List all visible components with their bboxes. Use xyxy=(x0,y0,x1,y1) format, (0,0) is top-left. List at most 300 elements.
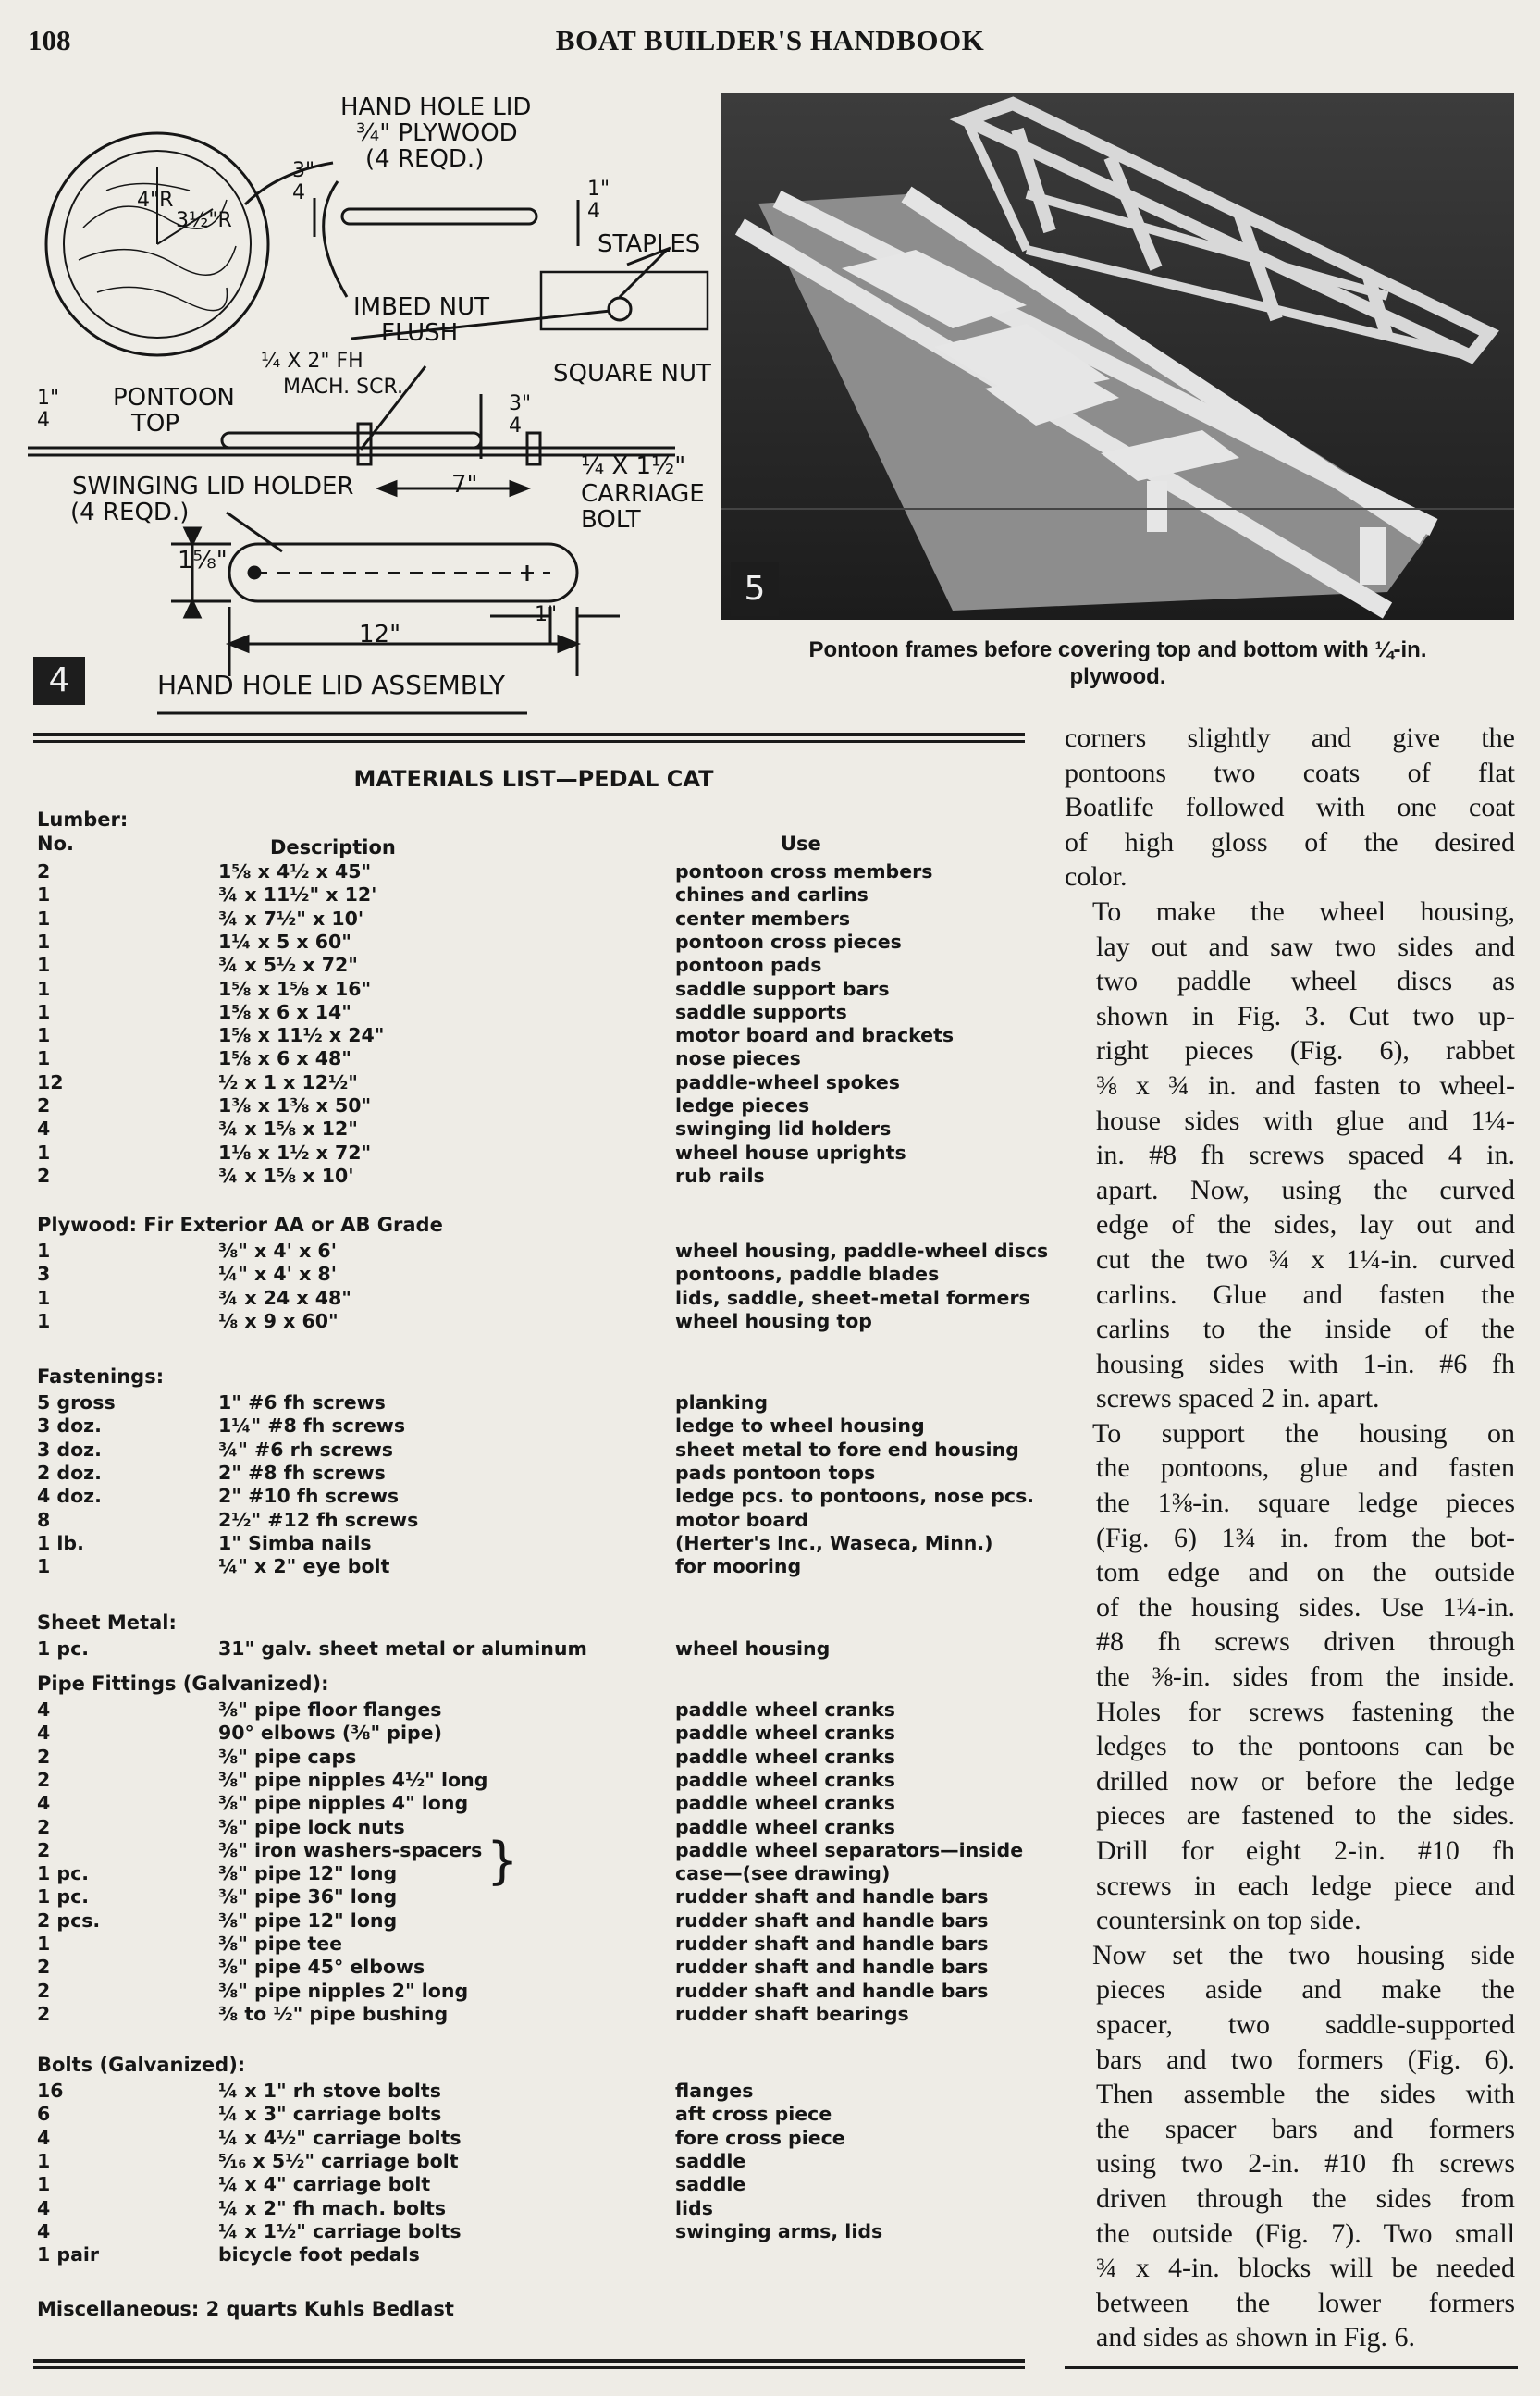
materials-row xyxy=(33,2220,1034,2243)
materials-row xyxy=(33,1532,1034,1555)
label-bolt: BOLT xyxy=(581,506,641,534)
quantity-cell: 2 xyxy=(37,860,51,883)
description-cell: ⅜" pipe floor flanges xyxy=(218,1698,442,1721)
description-cell: ⅜" pipe nipples 2" long xyxy=(218,1979,469,2002)
section-lumber: Lumber: xyxy=(37,809,129,831)
materials-row xyxy=(33,1746,1034,1769)
text-line: Then assemble the sides with xyxy=(1096,2079,1515,2110)
text-line: tom edge and on the outside xyxy=(1096,1557,1515,1588)
text-line: To support the housing on xyxy=(1092,1417,1515,1449)
brace-symbol: } xyxy=(487,1832,519,1890)
use-cell: pads pontoon tops xyxy=(675,1461,876,1484)
paragraph-2 xyxy=(1065,895,1515,1416)
quantity-cell: 3 xyxy=(37,1263,51,1286)
label-holder-required: (4 REQD.) xyxy=(70,499,190,526)
materials-row xyxy=(33,931,1034,954)
column-description: Description xyxy=(270,836,396,858)
use-cell: paddle-wheel spokes xyxy=(675,1070,900,1093)
quantity-cell: 1 pc. xyxy=(37,1637,90,1660)
use-cell: aft cross piece xyxy=(675,2103,832,2126)
use-cell: pontoon cross members xyxy=(675,860,933,883)
text-line: corners slightly and give the xyxy=(1065,723,1515,753)
quantity-cell: 1 xyxy=(37,2149,51,2172)
materials-row xyxy=(33,1047,1034,1070)
quantity-cell: 1 xyxy=(37,1141,51,1164)
text-line: edge of the sides, lay out and xyxy=(1096,1209,1515,1241)
materials-row xyxy=(33,2080,1034,2103)
quantity-cell: 12 xyxy=(37,1070,64,1093)
materials-row xyxy=(33,2127,1034,2150)
use-cell: rudder shaft bearings xyxy=(675,2002,909,2025)
text-line: using two 2-in. #10 fh screws xyxy=(1096,2148,1515,2180)
quantity-cell: 3 doz. xyxy=(37,1414,102,1438)
figure-4-hand-hole-lid-drawing xyxy=(28,89,717,727)
description-cell: ¼ x 3" carriage bolts xyxy=(218,2103,442,2126)
quantity-cell: 4 xyxy=(37,2219,51,2242)
materials-row xyxy=(33,1462,1034,1485)
use-cell: rudder shaft and handle bars xyxy=(675,1933,989,1955)
caption-line-1: Pontoon frames before covering top and bottom with ¼-in. xyxy=(808,637,1427,662)
text-line: right pieces (Fig. 6), rabbet xyxy=(1096,1035,1515,1067)
label-fh-screw: ¼ X 2" FH xyxy=(261,350,363,373)
rule-bottom-right xyxy=(1065,2366,1518,2369)
use-cell: saddle support bars xyxy=(675,977,890,1000)
text-line: the ⅜-in. sides from the inside. xyxy=(1096,1661,1515,1693)
label-dim-1: 1" xyxy=(587,178,610,201)
materials-row xyxy=(33,2103,1034,2126)
description-cell: ¼" x 2" eye bolt xyxy=(218,1555,390,1578)
label-pontoon-top-dim: 1" xyxy=(37,387,60,410)
materials-list xyxy=(33,759,1049,2331)
label-flush: FLUSH xyxy=(381,319,459,347)
use-cell: wheel housing xyxy=(675,1637,831,1660)
materials-row xyxy=(33,2197,1034,2220)
use-cell: flanges xyxy=(675,2080,754,2102)
description-cell: 1⅝ x 11½ x 24" xyxy=(218,1024,385,1047)
text-line: screws in each ledge piece and xyxy=(1096,1870,1515,1901)
materials-row xyxy=(33,978,1034,1001)
materials-title: MATERIALS LIST—PEDAL CAT xyxy=(353,766,714,792)
column-use: Use xyxy=(781,833,821,855)
materials-row xyxy=(33,1555,1034,1578)
text-line: ⅜ x ¾ in. and fasten to wheel- xyxy=(1096,1069,1515,1101)
use-cell: paddle wheel cranks xyxy=(675,1792,895,1815)
label-radius-inner: 3½"R xyxy=(176,209,232,232)
description-cell: 2½" #12 fh screws xyxy=(218,1508,419,1531)
description-cell: ⅜ to ½" pipe bushing xyxy=(218,2002,449,2025)
materials-row xyxy=(33,1094,1034,1118)
materials-row xyxy=(33,1391,1034,1414)
description-cell: ¼ x 2" fh mach. bolts xyxy=(218,2196,447,2219)
label-staples: STAPLES xyxy=(598,230,701,258)
body-text-column xyxy=(1065,721,1515,2355)
figure-5-photo xyxy=(721,93,1514,620)
quantity-cell: 1 xyxy=(37,930,51,953)
materials-row xyxy=(33,1485,1034,1508)
quantity-cell: 2 xyxy=(37,1745,51,1768)
label-dim-7: 7" xyxy=(451,471,478,499)
text-line: #8 fh screws driven through xyxy=(1096,1626,1515,1658)
text-line: pieces are fastened to the sides. xyxy=(1096,1800,1515,1832)
label-dim-3: 3" xyxy=(292,159,315,182)
description-cell: 2" #8 fh screws xyxy=(218,1461,386,1484)
materials-row xyxy=(33,1287,1034,1310)
quantity-cell: 4 xyxy=(37,2126,51,2149)
materials-row xyxy=(33,1439,1034,1462)
section-plywood: Plywood: Fir Exterior AA or AB Grade xyxy=(37,1214,443,1236)
materials-row xyxy=(33,2243,1034,2266)
materials-row xyxy=(33,1769,1034,1792)
text-line: of high gloss of the desired xyxy=(1065,826,1515,858)
description-cell: ⅛ x 9 x 60" xyxy=(218,1309,339,1332)
use-cell: rudder shaft and handle bars xyxy=(675,1885,989,1908)
label-bolt-size: ¼ X 1½" xyxy=(581,452,686,480)
quantity-cell: 1 xyxy=(37,883,51,907)
pontoon-frames-photo xyxy=(721,93,1514,620)
label-radius-outer: 4"R xyxy=(137,189,174,212)
label-imbed-nut: IMBED NUT xyxy=(353,293,490,321)
use-cell: center members xyxy=(675,907,851,930)
use-cell: swinging arms, lids xyxy=(675,2219,883,2242)
text-line: (Fig. 6) 1¾ in. from the bot- xyxy=(1096,1522,1515,1553)
description-cell: 1⅝ x 1⅝ x 16" xyxy=(218,977,372,1000)
quantity-cell: 16 xyxy=(37,2080,64,2102)
quantity-cell: 1 xyxy=(37,1309,51,1332)
quantity-cell: 1 xyxy=(37,1933,51,1955)
text-line: between the lower formers xyxy=(1096,2287,1515,2318)
use-cell: pontoon cross pieces xyxy=(675,930,902,953)
label-mach-screw: MACH. SCR. xyxy=(283,376,403,399)
text-line: two paddle wheel discs as xyxy=(1096,966,1515,997)
materials-row xyxy=(33,1024,1034,1047)
figure-4-title: HAND HOLE LID ASSEMBLY xyxy=(157,670,505,700)
text-line: pieces aside and make the xyxy=(1096,1974,1515,2006)
description-cell: 1¼" #8 fh screws xyxy=(218,1414,406,1438)
paragraph-3 xyxy=(1065,1416,1515,1938)
quantity-cell: 4 doz. xyxy=(37,1485,102,1508)
description-cell: ⅜" pipe nipples 4½" long xyxy=(218,1768,488,1791)
description-cell: bicycle foot pedals xyxy=(218,2243,420,2266)
column-no: No. xyxy=(37,833,74,855)
description-cell: 2" #10 fh screws xyxy=(218,1485,400,1508)
use-cell: ledge to wheel housing xyxy=(675,1414,925,1438)
text-line: lay out and saw two sides and xyxy=(1096,931,1515,962)
quantity-cell: 8 xyxy=(37,1508,51,1531)
description-cell: ¼ x 1" rh stove bolts xyxy=(218,2080,441,2102)
description-cell: ¾ x 24 x 48" xyxy=(218,1286,351,1309)
page-number: 108 xyxy=(28,24,71,56)
materials-row xyxy=(33,1980,1034,2003)
materials-row xyxy=(33,1637,1034,1661)
quantity-cell: 2 xyxy=(37,1164,51,1187)
use-cell: paddle wheel cranks xyxy=(675,1815,895,1838)
use-cell: paddle wheel cranks xyxy=(675,1768,895,1791)
materials-row xyxy=(33,1698,1034,1722)
use-cell: nose pieces xyxy=(675,1047,801,1070)
materials-row xyxy=(33,1792,1034,1815)
description-cell: ¼ x 4" carriage bolt xyxy=(218,2173,431,2196)
materials-row xyxy=(33,1885,1034,1908)
use-cell: wheel house uprights xyxy=(675,1141,906,1164)
use-cell: rudder shaft and handle bars xyxy=(675,1956,989,1979)
quantity-cell: 1 xyxy=(37,954,51,977)
text-line: color. xyxy=(1065,861,1127,893)
materials-row xyxy=(33,1165,1034,1188)
materials-row xyxy=(33,1839,1034,1862)
description-cell: ⅜" pipe nipples 4" long xyxy=(218,1792,469,1815)
use-cell: saddle xyxy=(675,2149,746,2172)
materials-row xyxy=(33,1933,1034,1956)
text-line: house sides with glue and 1¼- xyxy=(1096,1105,1515,1136)
materials-row xyxy=(33,1722,1034,1745)
description-cell: 1¼ x 5 x 60" xyxy=(218,930,351,953)
materials-row xyxy=(33,1414,1034,1438)
description-cell: 31" galv. sheet metal or aluminum xyxy=(218,1637,587,1660)
section-sheet-metal: Sheet Metal: xyxy=(37,1612,177,1634)
label-dim-3b: 3" xyxy=(509,392,532,415)
quantity-cell: 1 xyxy=(37,1000,51,1023)
description-cell: ⁵⁄₁₆ x 5½" carriage bolt xyxy=(218,2149,459,2172)
quantity-cell: 2 doz. xyxy=(37,1461,102,1484)
materials-row xyxy=(33,2173,1034,2196)
use-cell: lids, saddle, sheet-metal formers xyxy=(675,1286,1030,1309)
quantity-cell: 2 xyxy=(37,1768,51,1791)
quantity-cell: 2 xyxy=(37,1838,51,1861)
text-line: the outside (Fig. 7). Two small xyxy=(1096,2217,1515,2249)
use-cell: for mooring xyxy=(675,1555,802,1578)
text-line: apart. Now, using the curved xyxy=(1096,1174,1515,1205)
section-fastenings: Fastenings: xyxy=(37,1365,165,1388)
materials-row xyxy=(33,1071,1034,1094)
materials-row xyxy=(33,1909,1034,1933)
materials-row xyxy=(33,954,1034,977)
text-line: Holes for screws fastening the xyxy=(1096,1696,1515,1727)
description-cell: ⅜" pipe 12" long xyxy=(218,1908,398,1932)
description-cell: ⅜" pipe tee xyxy=(218,1933,343,1955)
quantity-cell: 4 xyxy=(37,1792,51,1815)
label-dim-1-denominator: 4 xyxy=(587,200,600,223)
text-line: carlins. Glue and fasten the xyxy=(1096,1278,1515,1310)
label-dim-3b-denominator: 4 xyxy=(509,414,522,438)
paragraph-4 xyxy=(1065,1938,1515,2355)
text-line: Drill for eight 2-in. #10 fh xyxy=(1096,1835,1515,1866)
description-cell: ⅜" pipe 12" long xyxy=(218,1862,398,1885)
materials-row xyxy=(33,1263,1034,1286)
description-cell: 90° elbows (⅜" pipe) xyxy=(218,1722,442,1745)
quantity-cell: 1 xyxy=(37,907,51,930)
quantity-cell: 1 pc. xyxy=(37,1885,90,1908)
use-cell: paddle wheel cranks xyxy=(675,1722,895,1745)
quantity-cell: 1 pair xyxy=(37,2243,100,2266)
use-cell: paddle wheel cranks xyxy=(675,1698,895,1721)
quantity-cell: 3 doz. xyxy=(37,1438,102,1461)
text-line: cut the two ¾ x 1¼-in. curved xyxy=(1096,1243,1515,1275)
label-plywood-thickness: ¾" PLYWOOD xyxy=(356,119,518,147)
quantity-cell: 2 pcs. xyxy=(37,1908,101,1932)
quantity-cell: 2 xyxy=(37,1815,51,1838)
quantity-cell: 2 xyxy=(37,2002,51,2025)
materials-row xyxy=(33,860,1034,883)
section-bolts: Bolts (Galvanized): xyxy=(37,2054,246,2076)
description-cell: ⅜" pipe 45° elbows xyxy=(218,1956,425,1979)
use-cell: pontoons, paddle blades xyxy=(675,1263,940,1286)
label-lid-required: (4 REQD.) xyxy=(365,145,485,173)
description-cell: ¼ x 4½" carriage bolts xyxy=(218,2126,462,2149)
label-dim-1b: 1" xyxy=(535,603,558,626)
quantity-cell: 2 xyxy=(37,1956,51,1979)
caption-line-2: plywood. xyxy=(1069,664,1166,689)
materials-row xyxy=(33,1509,1034,1532)
quantity-cell: 1 xyxy=(37,1047,51,1070)
quantity-cell: 1 xyxy=(37,1240,51,1262)
text-line: in. #8 fh screws spaced 4 in. xyxy=(1096,1140,1515,1171)
quantity-cell: 1 xyxy=(37,977,51,1000)
quantity-cell: 1 lb. xyxy=(37,1531,84,1554)
description-cell: ⅜" pipe lock nuts xyxy=(218,1815,405,1838)
figure-4-badge: 4 xyxy=(33,657,85,705)
materials-row xyxy=(33,2003,1034,2026)
text-line: To make the wheel housing, xyxy=(1092,895,1515,927)
use-cell: lids xyxy=(675,2196,713,2219)
materials-row xyxy=(33,1240,1049,1263)
description-cell: 1" Simba nails xyxy=(218,1531,372,1554)
use-cell: (Herter's Inc., Waseca, Minn.) xyxy=(675,1531,993,1554)
description-cell: ¾ x 5½ x 72" xyxy=(218,954,358,977)
description-cell: ¾ x 7½" x 10' xyxy=(218,907,364,930)
quantity-cell: 4 xyxy=(37,1698,51,1721)
text-line: driven through the sides from xyxy=(1096,2182,1515,2214)
text-line: the 1⅜-in. square ledge pieces xyxy=(1096,1488,1515,1519)
description-cell: ⅜" x 4' x 6' xyxy=(218,1240,337,1262)
use-cell: pontoon pads xyxy=(675,954,822,977)
description-cell: 1⅛ x 1½ x 72" xyxy=(218,1141,372,1164)
use-cell: chines and carlins xyxy=(675,883,869,907)
label-pontoon: PONTOON xyxy=(113,384,235,412)
text-line: housing sides with 1-in. #6 fh xyxy=(1096,1348,1515,1379)
label-hand-hole-lid: HAND HOLE LID xyxy=(340,93,532,121)
materials-row xyxy=(33,1956,1034,1979)
text-line: spacer, two saddle-supported xyxy=(1096,2008,1515,2040)
use-cell: ledge pieces xyxy=(675,1094,810,1117)
use-cell: fore cross piece xyxy=(675,2126,845,2149)
quantity-cell: 2 xyxy=(37,1094,51,1117)
use-cell: rub rails xyxy=(675,1164,765,1187)
use-cell: saddle supports xyxy=(675,1000,847,1023)
use-cell: ledge pcs. to pontoons, nose pcs. xyxy=(675,1485,1035,1508)
quantity-cell: 2 xyxy=(37,1979,51,2002)
materials-row xyxy=(33,1142,1034,1165)
materials-row xyxy=(33,1310,1034,1333)
quantity-cell: 1 xyxy=(37,1286,51,1309)
text-line: countersink on top side. xyxy=(1096,1905,1361,1936)
text-line: ledges to the pontoons can be xyxy=(1096,1731,1515,1762)
text-line: pontoons two coats of flat xyxy=(1065,757,1515,788)
quantity-cell: 5 gross xyxy=(37,1391,116,1414)
use-cell: swinging lid holders xyxy=(675,1118,892,1141)
running-title: BOAT BUILDER'S HANDBOOK xyxy=(555,24,985,56)
paragraph-1 xyxy=(1065,721,1515,895)
quantity-cell: 6 xyxy=(37,2103,51,2126)
use-cell: wheel housing, paddle-wheel discs xyxy=(675,1240,1049,1262)
materials-row xyxy=(33,2150,1034,2173)
description-cell: ¾ x 1⅝ x 12" xyxy=(218,1118,358,1141)
use-cell: paddle wheel separators—inside xyxy=(675,1838,1024,1861)
description-cell: ¾ x 11½" x 12' xyxy=(218,883,377,907)
use-cell: case—(see drawing) xyxy=(675,1862,891,1885)
description-cell: 1⅝ x 4½ x 45" xyxy=(218,860,372,883)
text-line: drilled now or before the ledge xyxy=(1096,1765,1515,1797)
use-cell: wheel housing top xyxy=(675,1309,872,1332)
description-cell: ⅜" pipe caps xyxy=(218,1745,357,1768)
text-line: bars and two formers (Fig. 6). xyxy=(1096,2044,1515,2075)
quantity-cell: 1 xyxy=(37,1024,51,1047)
description-cell: ¾" #6 rh screws xyxy=(218,1438,393,1461)
materials-row xyxy=(33,1816,1034,1839)
materials-row xyxy=(33,1001,1034,1024)
label-pontoon-top-dim-denominator: 4 xyxy=(37,409,50,432)
use-cell: motor board xyxy=(675,1508,808,1531)
description-cell: ¼ x 1½" carriage bolts xyxy=(218,2219,462,2242)
description-cell: ⅜" pipe 36" long xyxy=(218,1885,398,1908)
text-line: carlins to the inside of the xyxy=(1096,1314,1515,1345)
description-cell: ¾ x 1⅝ x 10' xyxy=(218,1164,354,1187)
section-pipe-fittings: Pipe Fittings (Galvanized): xyxy=(37,1673,329,1695)
text-line: ¾ x 4-in. blocks will be needed xyxy=(1096,2253,1515,2284)
quantity-cell: 4 xyxy=(37,1118,51,1141)
use-cell: motor board and brackets xyxy=(675,1024,955,1047)
text-line: the spacer bars and formers xyxy=(1096,2113,1515,2144)
use-cell: rudder shaft and handle bars xyxy=(675,1979,989,2002)
figure-5-badge: 5 xyxy=(731,562,779,616)
text-line: the pontoons, glue and fasten xyxy=(1096,1452,1515,1484)
quantity-cell: 1 pc. xyxy=(37,1862,90,1885)
quantity-cell: 4 xyxy=(37,2196,51,2219)
description-cell: 1⅝ x 6 x 48" xyxy=(218,1047,351,1070)
use-cell: rudder shaft and handle bars xyxy=(675,1908,989,1932)
materials-row xyxy=(33,1862,1034,1885)
materials-row xyxy=(33,883,1034,907)
materials-row xyxy=(33,908,1034,931)
quantity-cell: 1 xyxy=(37,1555,51,1578)
use-cell: planking xyxy=(675,1391,769,1414)
label-dim-1-5-8: 1⅝" xyxy=(178,547,228,574)
text-line: of the housing sides. Use 1¼-in. xyxy=(1096,1591,1515,1623)
use-cell: saddle xyxy=(675,2173,746,2196)
description-cell: ½ x 1 x 12½" xyxy=(218,1070,358,1093)
miscellaneous: Miscellaneous: 2 quarts Kuhls Bedlast xyxy=(37,2298,454,2320)
description-cell: 1⅜ x 1⅜ x 50" xyxy=(218,1094,372,1117)
description-cell: 1" #6 fh screws xyxy=(218,1391,386,1414)
rule-top-2 xyxy=(33,740,1025,743)
materials-row xyxy=(33,1118,1034,1141)
text-line: and sides as shown in Fig. 6. xyxy=(1096,2322,1415,2353)
text-line: Now set the two housing side xyxy=(1092,1939,1515,1970)
quantity-cell: 1 xyxy=(37,2173,51,2196)
label-swinging-lid-holder: SWINGING LID HOLDER xyxy=(72,473,354,500)
rule-bottom-2 xyxy=(33,2366,1025,2369)
text-line: screws spaced 2 in. apart. xyxy=(1096,1383,1380,1414)
text-line: Boatlife followed with one coat xyxy=(1065,792,1515,823)
use-cell: sheet metal to fore end housing xyxy=(675,1438,1019,1461)
label-dim-12: 12" xyxy=(359,621,401,648)
use-cell: paddle wheel cranks xyxy=(675,1745,895,1768)
figure-5-caption xyxy=(721,636,1514,690)
description-cell: ⅜" iron washers-spacers xyxy=(218,1838,483,1861)
description-cell: ¼" x 4' x 8' xyxy=(218,1263,337,1286)
rule-top-1 xyxy=(33,733,1025,736)
description-cell: 1⅝ x 6 x 14" xyxy=(218,1000,351,1023)
quantity-cell: 4 xyxy=(37,1722,51,1745)
